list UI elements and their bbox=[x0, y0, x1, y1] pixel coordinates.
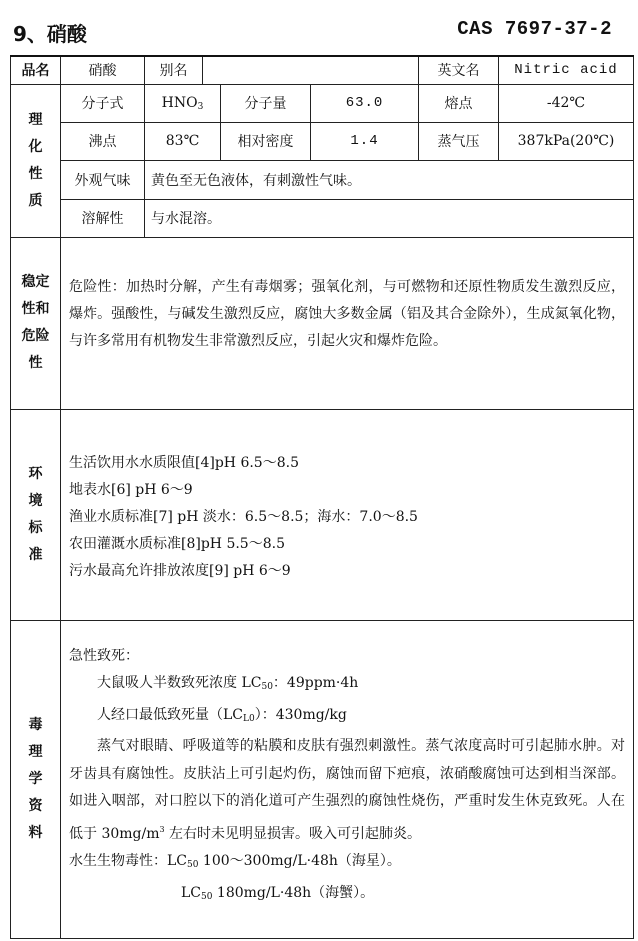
basic-row bbox=[11, 56, 634, 84]
environment-item: 地表水[6] pH 6～9 bbox=[69, 481, 193, 498]
appearance-value: 黄色至无色液体，有刺激性气味。 bbox=[145, 160, 634, 199]
environment-section-label: 环 境 标 准 bbox=[11, 409, 61, 620]
melting-point-value: -42℃ bbox=[499, 84, 634, 122]
page-title: 9、硝酸 bbox=[13, 22, 87, 46]
stability-section-label: 稳定 性和 危险 性 bbox=[11, 237, 61, 409]
toxicology-section-label: 毒 理 学 资 料 bbox=[11, 620, 61, 938]
english-name-value: Nitric acid bbox=[499, 56, 634, 84]
cas-number: CAS 7697-37-2 bbox=[457, 18, 612, 40]
molecular-weight-label: 分子量 bbox=[221, 84, 311, 122]
lc50-line: 大鼠吸人半数致死浓度 $LC_{50}$：49ppm·4h bbox=[97, 675, 359, 692]
environment-standards-list bbox=[61, 450, 633, 585]
aquatic-toxicity-line-1: 水生生物毒性：$LC_{50}$ 100～300mg/L·48h（海星）。 bbox=[69, 853, 401, 870]
environment-item: 农田灌溉水质标准[8]pH 5.5～8.5 bbox=[69, 535, 285, 552]
physical-section-label: 理 化 性 质 bbox=[11, 84, 61, 237]
density-label: 相对密度 bbox=[221, 122, 311, 160]
vapor-pressure-value: 387kPa(20℃) bbox=[499, 122, 634, 160]
formula-label: 分子式 bbox=[61, 84, 145, 122]
stability-text: 危险性：加热时分解，产生有毒烟雾；强氧化剂，与可燃物和还原性物质发生激烈反应，爆炸。强酸性，与碱发生激烈反应，腐蚀大多数金属（铝及其合金除外），生成氮氧化物，与许多常用有机物发生非常激烈反应，引起火灾和爆炸危险。 bbox=[69, 278, 625, 349]
physical-row-3 bbox=[11, 160, 634, 199]
stability-row bbox=[11, 237, 634, 409]
environment-item: 生活饮用水水质限值[4]pH 6.5～8.5 bbox=[69, 454, 299, 471]
molecular-weight-value: 63.0 bbox=[311, 84, 419, 122]
physical-row-1 bbox=[11, 84, 634, 122]
boiling-point-label: 沸点 bbox=[61, 122, 145, 160]
environment-item: 渔业水质标准[7] pH 淡水：6.5～8.5；海水：7.0～8.5 bbox=[69, 508, 418, 525]
boiling-point-value: 83℃ bbox=[145, 122, 221, 160]
msds-table bbox=[10, 55, 634, 939]
environment-row bbox=[11, 409, 634, 620]
physical-row-2 bbox=[11, 122, 634, 160]
physical-row-4 bbox=[11, 199, 634, 237]
solubility-label: 溶解性 bbox=[61, 199, 145, 237]
solubility-value: 与水混溶。 bbox=[145, 199, 634, 237]
ldlo-line: 人经口最低致死量$(LC_{L0})$：430mg/kg bbox=[97, 706, 347, 724]
toxicology-row bbox=[11, 620, 634, 938]
aquatic-toxicity-line-2: $LC_{50}$ 180mg/L·48h（海蟹）。 bbox=[181, 884, 375, 902]
toxicology-content bbox=[61, 643, 633, 912]
acute-lethality-label: 急性致死： bbox=[69, 647, 139, 664]
density-value: 1.4 bbox=[311, 122, 419, 160]
environment-item: 污水最高允许排放浓度[9] pH 6～9 bbox=[69, 562, 291, 579]
melting-point-label: 熔点 bbox=[419, 84, 499, 122]
appearance-label: 外观气味 bbox=[61, 160, 145, 199]
alias-label: 别名 bbox=[145, 56, 203, 84]
english-name-label: 英文名 bbox=[419, 56, 499, 84]
toxicity-description: 蒸气对眼睛、呼吸道等的粘膜和皮肤有强烈刺激性。蒸气浓度高时可引起肺水肿。对牙齿具有腐蚀性。皮肤沾上可引起灼伤，腐蚀而留下疤痕，浓硝酸腐蚀可达到相当深部。如进入咽部，对口腔以下的消化道可产生强烈的腐蚀性烧伤，严重时发生休克致死。人在低于 $30mg/m^3$ 左右时未见明显损害。吸入可引起肺炎。 bbox=[69, 738, 625, 842]
vapor-pressure-label: 蒸气压 bbox=[419, 122, 499, 160]
alias-value bbox=[203, 56, 419, 84]
name-label: 品名 bbox=[11, 56, 61, 84]
formula-value: $HNO_3$ bbox=[145, 84, 221, 122]
name-value: 硝酸 bbox=[61, 56, 145, 84]
